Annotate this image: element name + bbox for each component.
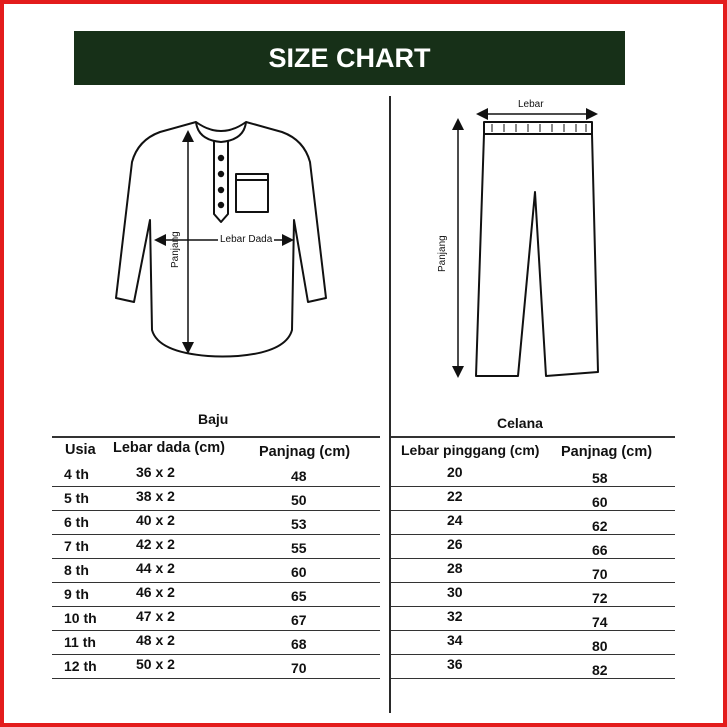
shirt-button — [219, 156, 223, 160]
cell-lebar-pinggang: 32 — [447, 608, 463, 624]
cell-panjang: 66 — [592, 542, 608, 558]
cell-usia: 5 th — [64, 490, 89, 506]
cell-lebar-dada: 42 x 2 — [136, 536, 175, 552]
cell-usia: 9 th — [64, 586, 89, 602]
cell-lebar-pinggang: 36 — [447, 656, 463, 672]
pants-length-label: Panjang — [437, 235, 448, 272]
table-top-rule — [391, 436, 675, 438]
cell-panjang: 82 — [592, 662, 608, 678]
cell-panjang: 60 — [291, 564, 307, 580]
cell-panjang: 55 — [291, 540, 307, 556]
cell-usia: 7 th — [64, 538, 89, 554]
cell-panjang: 58 — [592, 470, 608, 486]
table-row — [52, 510, 380, 535]
cell-usia: 11 th — [64, 634, 96, 650]
cell-lebar-dada: 36 x 2 — [136, 464, 175, 480]
table-row — [52, 582, 380, 607]
shirt-button — [219, 203, 223, 207]
cell-panjang: 70 — [291, 660, 307, 676]
cell-lebar-dada: 48 x 2 — [136, 632, 175, 648]
cell-panjang: 65 — [291, 588, 307, 604]
cell-lebar-pinggang: 24 — [447, 512, 463, 528]
cell-lebar-dada: 38 x 2 — [136, 488, 175, 504]
celana-table — [391, 436, 675, 686]
celana-title: Celana — [497, 415, 543, 431]
cell-lebar-dada: 46 x 2 — [136, 584, 175, 600]
cell-lebar-pinggang: 30 — [447, 584, 463, 600]
pants-drawing — [458, 114, 598, 376]
table-row — [391, 558, 675, 583]
cell-usia: 12 th — [64, 658, 97, 674]
cell-panjang: 53 — [291, 516, 307, 532]
cell-lebar-dada: 44 x 2 — [136, 560, 175, 576]
header-panjang: Panjnag (cm) — [561, 444, 653, 460]
header-panjang: Panjnag (cm) — [259, 444, 351, 460]
table-row — [391, 630, 675, 655]
cell-panjang: 68 — [291, 636, 307, 652]
cell-lebar-pinggang: 34 — [447, 632, 463, 648]
pants-outline — [476, 134, 598, 376]
cell-lebar-dada: 47 x 2 — [136, 608, 175, 624]
shirt-length-label: Panjang — [170, 231, 181, 268]
header-usia: Usia — [65, 442, 96, 458]
table-row — [52, 606, 380, 631]
table-row — [52, 630, 380, 655]
table-row — [391, 486, 675, 511]
cell-panjang: 70 — [592, 566, 608, 582]
cell-lebar-pinggang: 22 — [447, 488, 463, 504]
cell-lebar-dada: 40 x 2 — [136, 512, 175, 528]
cell-usia: 10 th — [64, 610, 97, 626]
cell-lebar-dada: 50 x 2 — [136, 656, 175, 672]
cell-panjang: 72 — [592, 590, 608, 606]
page-title: SIZE CHART — [268, 42, 431, 73]
cell-lebar-pinggang: 26 — [447, 536, 463, 552]
cell-lebar-pinggang: 20 — [447, 464, 463, 480]
cell-panjang: 60 — [592, 494, 608, 510]
table-row — [391, 654, 675, 679]
cell-panjang: 67 — [291, 612, 307, 628]
cell-usia: 8 th — [64, 562, 89, 578]
cell-panjang: 74 — [592, 614, 608, 630]
table-row — [52, 558, 380, 583]
shirt-width-label: Lebar Dada — [220, 234, 273, 245]
table-row — [391, 534, 675, 559]
table-row — [52, 462, 380, 487]
cell-usia: 6 th — [64, 514, 89, 530]
baju-table — [52, 436, 380, 686]
table-row — [52, 486, 380, 511]
table-row — [52, 654, 380, 679]
shirt-placket — [214, 140, 228, 222]
table-top-rule — [52, 436, 380, 438]
shirt-button — [219, 172, 223, 176]
shirt-button — [219, 188, 223, 192]
header-lebar-dada: Lebar dada (cm) — [113, 440, 225, 456]
baju-title: Baju — [198, 411, 229, 427]
header-lebar-pinggang: Lebar pinggang (cm) — [401, 442, 540, 458]
table-row — [52, 534, 380, 559]
pants-width-label: Lebar — [518, 99, 544, 110]
cell-panjang: 50 — [291, 492, 307, 508]
table-row — [391, 510, 675, 535]
cell-panjang: 62 — [592, 518, 608, 534]
cell-lebar-pinggang: 28 — [447, 560, 463, 576]
cell-panjang: 80 — [592, 638, 608, 654]
table-row — [391, 606, 675, 631]
cell-usia: 4 th — [64, 466, 89, 482]
cell-panjang: 48 — [291, 468, 307, 484]
table-row — [391, 462, 675, 487]
table-row — [391, 582, 675, 607]
